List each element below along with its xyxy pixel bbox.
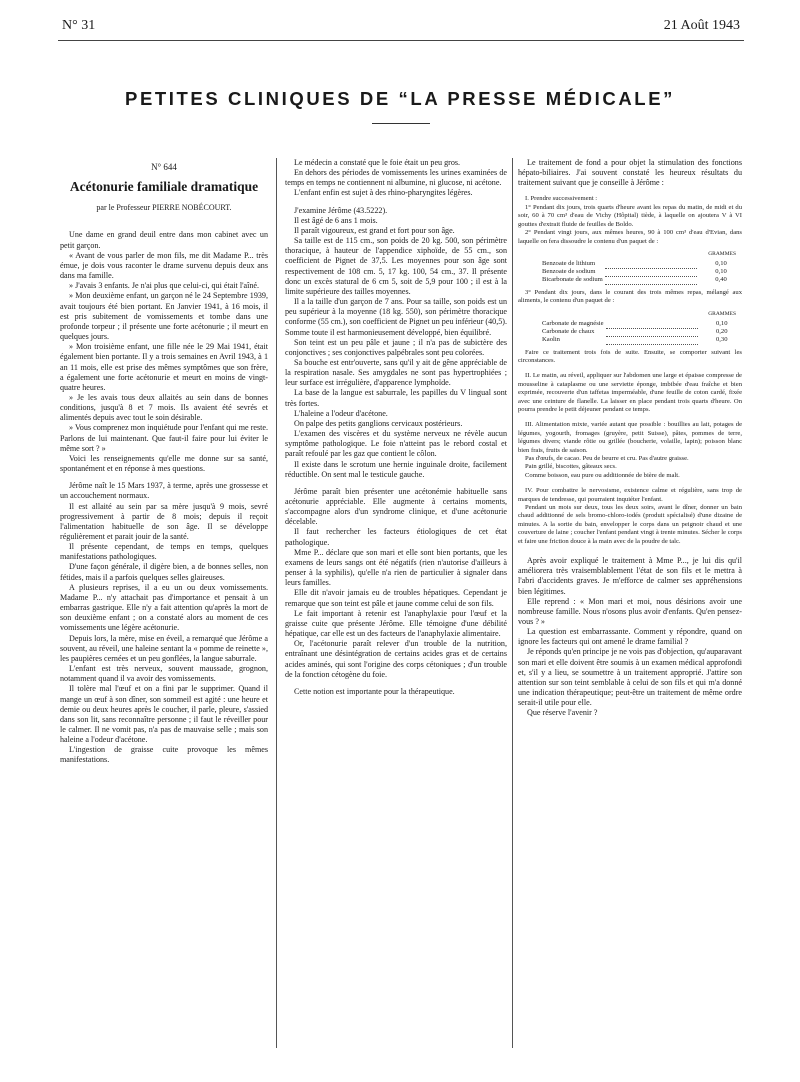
paragraph: Mme P... déclare que son mari et elle sont bien portants, que les examens de leurs sangs ont été négatifs (rien n'autorise d'ailleurs à penser à la syphilis), qu'elle n'a rien de particulier à signaler dans leurs familles.: [285, 547, 507, 588]
paragraph: Il faut rechercher les facteurs étiologiques de cet état pathologique.: [285, 527, 507, 547]
dose-row: [540, 328, 730, 336]
paragraph: Or, l'acétonurie paraît relever d'un trouble de la nutrition, entraînant une désintégration de certains acides gras et de certains acides aminés, qui sont l'origine des corps cétoniques ; d'un trouble de la fonction cétogène du foie.: [285, 639, 507, 679]
issue-date: 21 Août 1943: [663, 18, 740, 33]
paragraph: Cette notion est importante pour la thérapeutique.: [294, 686, 455, 696]
paragraph: Le traitement de fond a pour objet la stimulation des fonctions hépato-biliaires. J'ai souvent constaté les heureux résultats du traitement suivant que je conseille à Jérôme :: [518, 158, 742, 188]
dose-row: [540, 276, 729, 284]
column-2-body: [285, 158, 507, 697]
dose-row: [540, 320, 730, 328]
paragraph: Depuis lors, la mère, mise en éveil, a remarqué que Jérôme a souvent, au réveil, une haleine sentant la « pomme de reinette », les paupières cernées et un peu gonflées, la langue saburrale.: [60, 633, 268, 663]
paragraph: L'ingestion de graisse cuite provoque les mêmes manifestations.: [60, 745, 268, 765]
paragraph: J'examine Jérôme (43.5222).: [294, 205, 388, 215]
column-divider: [512, 158, 513, 1048]
conclusion: [518, 556, 742, 719]
header-rule: [58, 40, 744, 41]
dose-value: 0,10: [715, 268, 727, 276]
paragraph: En dehors des périodes de vomissements les urines examinées de temps en temps ne contiennent ni albumine, ni glucose, ni acétone.: [285, 168, 507, 188]
paragraph: L'haleine a l'odeur d'acétone.: [294, 408, 388, 418]
paragraph: » J'avais 3 enfants. Je n'ai plus que celui-ci, qui était l'aîné.: [69, 281, 260, 291]
dose-value: 0,30: [715, 336, 728, 344]
paragraph: Une dame en grand deuil entre dans mon cabinet avec un petit garçon.: [60, 230, 268, 250]
treatment-note: Faire ce traitement trois fois de suite. Ensuite, se comporter suivant les circonstances.: [518, 348, 742, 364]
treatment-step: 1° Pendant dix jours, trois quarts d'heure avant les repas du matin, de midi et du soir, 60 à 70 cm³ d'eau de Vichy (Hôpital) tiède, à laquelle on ajoutera V à VI gouttes d'extrait fluide de feuilles de Boldo.: [518, 203, 742, 228]
paragraph: La question est embarrassante. Comment y répondre, quand on ignore les facteurs qui ont amené le drame familial ?: [518, 627, 742, 647]
unit-label: GRAMMES: [708, 310, 736, 317]
paragraph: Le médecin a constaté que le foie était un peu gros.: [294, 158, 461, 167]
dose-table: [540, 260, 729, 285]
dot-leader: [606, 320, 698, 328]
paragraph: Jérôme paraît bien présenter une acétonémie habituelle sans acétonurie appréciable. Elle augmente à certains moments, s'accompagne alors d'un syndrome clinique, et d'une acétonurie décelable.: [285, 486, 507, 527]
paragraph: L'enfant est très nerveux, souvent maussade, grognon, notamment quand il va avoir des vomissements.: [60, 664, 268, 684]
paragraph: On palpe des petits ganglions cervicaux postérieurs.: [294, 418, 463, 428]
column-3: [518, 158, 742, 719]
paragraph: Elle dit n'avoir jamais eu de troubles hépatiques. Cependant je remarque que son teint est pâle et jaune comme celui de son fils.: [285, 588, 507, 608]
dose-name: Carbonate de chaux: [542, 328, 595, 336]
paragraph: La base de la langue est saburrale, les papilles du V lingual sont très fortes.: [285, 388, 507, 408]
article-title: Acétonurie familiale dramatique: [69, 179, 259, 195]
dose-value: 0,10: [715, 320, 728, 328]
paragraph: » Je les avais tous deux allaités au sein dans de bonnes conditions, jusqu'à 8 et 7 mois. Ils avaient été sevrés et alimentés depuis avec tout le soin désirable.: [60, 392, 268, 423]
paragraph: Il existe dans le scrotum une hernie inguinale droite, facilement réductible. On sent mal le testicule gauche.: [285, 459, 507, 479]
treatment-line: Pas d'œufs, de cacao. Peu de beurre et cru. Pas d'autre graisse.: [525, 455, 689, 462]
dose-name: Benzoate de lithium: [542, 260, 596, 268]
paragraph: Il paraît vigoureux, est grand et fort pour son âge.: [294, 225, 455, 235]
journal-title: PETITES CLINIQUES DE “LA PRESSE MÉDICALE”: [125, 88, 675, 109]
column-2: [285, 158, 507, 697]
treatment-step: 2° Pendant vingt jours, aux mêmes heures, 90 à 100 cm³ d'eau d'Evian, dans laquelle on fera dissoudre le contenu d'un paquet de :: [518, 229, 742, 245]
column-divider: [276, 158, 277, 1048]
paragraph: L'examen des viscères et du système nerveux ne révèle aucun symptôme pathologique. Le foie n'atteint pas le rebord costal et paraît refoulé par les gaz que contient le côlon.: [285, 429, 507, 459]
paragraph: Sa taille est de 115 cm., son poids de 20 kg. 500, son périmètre thoracique, à hauteur de l'appendice xiphoïde, de 55 cm., son coefficient de Pignet de 37,5. Les moyennes pour son âge sont respectivement de 108 cm. 5, 17 kg. 100, 54 cm., 37. Il présente donc un excès statural de 6 cm 5, soit de 5,9 pour 100 ; il est à la limite supérieure des tailles moyennes.: [285, 236, 507, 296]
dose-name: Carbonate de magnésie: [542, 320, 604, 328]
paragraph: Jérôme naît le 15 Mars 1937, à terme, après une grossesse et un accouchement normaux.: [60, 481, 268, 501]
column-1: [60, 158, 268, 766]
paragraph: Elle reprend : « Mon mari et moi, nous désirions avoir une nombreuse famille. Nous n'osons plus avoir d'enfants. Qu'en pensez-vous ? »: [518, 596, 742, 626]
treatment-section: III. Alimentation mixte, variée autant que possible : bouillies au lait, potages de légumes, yogourth, fromages (gruyère, petit Suisse), pâtes, pommes de terre, légumes divers; viande rôtie ou grillée (boucherie, volaille, lapin); poisson blanc bien frais, fruits de saison.: [518, 421, 742, 454]
dot-leader: [605, 276, 697, 284]
article-number: N° 644: [151, 162, 177, 172]
paragraph: Il présente cependant, de temps en temps, quelques manifestations pathologiques.: [60, 542, 268, 562]
paragraph: Voici les renseignements qu'elle me donne sur sa santé, spontanément et en réponse à mes questions.: [60, 453, 268, 474]
article-author: par le Professeur PIERRE NOBÉCOURT.: [96, 203, 232, 213]
unit-label: GRAMMES: [708, 250, 736, 257]
dot-leader: [606, 336, 698, 344]
column-1-body: [60, 230, 268, 765]
paragraph: Sa bouche est entr'ouverte, sans qu'il y ait de gêne appréciable de la respiration nasale. Ses amygdales ne sont pas hypertrophiées ; leur surface est irrégulière, d'apparence lymphoïde.: [285, 357, 507, 388]
dose-name: Kaolin: [542, 336, 560, 344]
paragraph: L'enfant enfin est sujet à des rhino-pharyngites légères.: [294, 188, 473, 198]
title-rule: [372, 123, 430, 124]
paragraph: Il a la taille d'un garçon de 7 ans. Pour sa taille, son poids est un peu supérieur à la moyenne (18 kg. 550), son périmètre thoracique conforme (55 cm.), son coefficient de Pignet un peu inférieur (40,5). Somme toute il est harmonieusement développé, bien équilibré.: [285, 297, 507, 337]
paragraph: Je réponds qu'en principe je ne vois pas d'objection, qu'auparavant son mari et elle doivent être soumis à un examen médical approfondi et, s'il y a lieu, se soumettre à un traitement approprié. J'attire son attention sur son teint semblable à celui de son fils et qui m'a donné une indication thérapeutique; peut-être un traitement de même ordre serait-il utile pour elle.: [518, 647, 742, 708]
paragraph: Il est âgé de 6 ans 1 mois.: [294, 215, 378, 225]
paragraph: » Vous comprenez mon inquiétude pour l'enfant qui me reste. Parlons de lui maintenant. Que faut-il faire pour lui éviter le même sort ? »: [60, 423, 268, 453]
treatment-line: Pendant un mois sur deux, tous les deux soirs, avant le dîner, donner un bain chaud additionné de sels bromo-chloro-iodés (produit spécialisé) d'une dizaine de minutes. A la sortie du bain, envelopper le corps dans un peignoir chaud et une couverture de laine ; coucher l'enfant pendant vingt à trente minutes. Sécher le corps et faire une friction douce à la main avec de la poudre de talc.: [518, 504, 742, 545]
paragraph: » Mon deuxième enfant, un garçon né le 24 Septembre 1939, avait toujours été bien portant. En Janvier 1941, à 16 mois, il est pris subitement de vomissements et tombe dans une profonde torpeur ; il présente une forte acétonurie ; il meurt en quelques jours.: [60, 291, 268, 342]
paragraph: Après avoir expliqué le traitement à Mme P..., je lui dis qu'il améliorera très vraisemblablement l'état de son fils et le mettra à l'abri d'accidents graves. Je m'efforce de calmer ses appréhensions bien légitimes.: [518, 556, 742, 596]
treatment-line: Pain grillé, biscottes, gâteaux secs.: [525, 463, 617, 471]
dot-leader: [606, 328, 698, 336]
dose-table: [540, 320, 730, 345]
treatment-step: 3° Pendant dix jours, dans le courant des trois mêmes repas, mélangé aux aliments, le contenu d'un paquet de :: [518, 288, 742, 305]
dot-leader: [605, 268, 697, 276]
treatment-section: II. Le matin, au réveil, appliquer sur l'abdomen une large et épaisse compresse de mousseline à cataplasme ou une serviette éponge, imbibée d'eau fraîche et bien exprimée, recouverte d'un taffetas imperméable, d'une feuille de coton cardé, fixée avec une ceinture de flanelle. La laisser en place pendant trois quarts d'heure. On pourra prendre le petit déjeuner pendant ce temps.: [518, 372, 742, 413]
dose-row: [540, 336, 730, 344]
dose-row: [540, 260, 729, 268]
dose-row: [540, 268, 729, 276]
paragraph: A plusieurs reprises, il a eu un ou deux vomissements. Madame P... n'y attachait pas d'importance et pensait à un embarras gastrique. Elle n'y a fait attention qu'après la mort de son deuxième enfant ; on a constaté alors au moment de ces vomissements une légère acétonurie.: [60, 582, 268, 633]
treatment-line: Comme boisson, eau pure ou additionnée de bière de malt.: [525, 471, 680, 479]
dose-value: 0,10: [715, 260, 727, 268]
treatment-heading: I. Prendre successivement :: [525, 195, 598, 203]
paragraph: » Mon troisième enfant, une fille née le 29 Mai 1941, était également bien portante. Il y a trois semaines en Avril 1943, à 1 an 11 mois, elle est prise des mêmes symptômes que son frère, a également une forte acétonurie et meurt en moins de vingt-quatre heures.: [60, 342, 268, 392]
paragraph: Le fait important à retenir est l'anaphylaxie pour l'œuf et la graisse cuite que présente Jérôme. Elle témoigne d'une débilité hépatique, car elle est un des facteurs de l'anaphylaxie alimentaire.: [285, 608, 507, 639]
issue-number: N° 31: [62, 18, 96, 33]
treatment-intro: [518, 158, 742, 188]
treatment-section: IV. Pour combattre le nervosisme, existence calme et régulière, sans trop de marques de tendresse, qui pourraient inquiéter l'enfant.: [518, 487, 742, 503]
paragraph: Il tolère mal l'œuf et on a fini par le supprimer. Quand il mange un œuf à son dîner, son sommeil est agité : une heure et demie ou deux heures après le coucher, il parle, pleure, s'assied dans son lit, sans reconnaître personne ; il faut le réveiller pour le calmer. Il ne vomit pas, n'a pas de mauvaise selle ; mais son haleine a l'odeur d'acétone.: [60, 684, 268, 745]
dose-name: Bicarbonate de sodium: [542, 276, 603, 284]
dose-value: 0,20: [715, 328, 728, 336]
dose-name: Benzoate de sodium: [542, 268, 596, 276]
paragraph: D'une façon générale, il digère bien, a de bonnes selles, non fétides, mais il a parfois quelques selles glaireuses.: [60, 562, 268, 582]
treatment-block: [518, 195, 742, 546]
paragraph: Il est allaité au sein par sa mère jusqu'à 9 mois, sevré progressivement à partir de 8 mois; depuis il reçoit l'alimentation habituelle de son âge. Il se développe régulièrement et parait jouir de la santé.: [60, 501, 268, 541]
paragraph: « Avant de vous parler de mon fils, me dit Madame P... très émue, je dois vous raconter le drame survenu depuis deux ans dans ma famille.: [60, 250, 268, 281]
dot-leader: [605, 260, 697, 268]
paragraph: Que réserve l'avenir ?: [527, 708, 598, 718]
paragraph: Son teint est un peu pâle et jaune ; il n'a pas de subictère des conjonctives ; ses conjonctives palpébrales sont peu colorées.: [285, 337, 507, 357]
dose-value: 0,40: [715, 276, 727, 284]
